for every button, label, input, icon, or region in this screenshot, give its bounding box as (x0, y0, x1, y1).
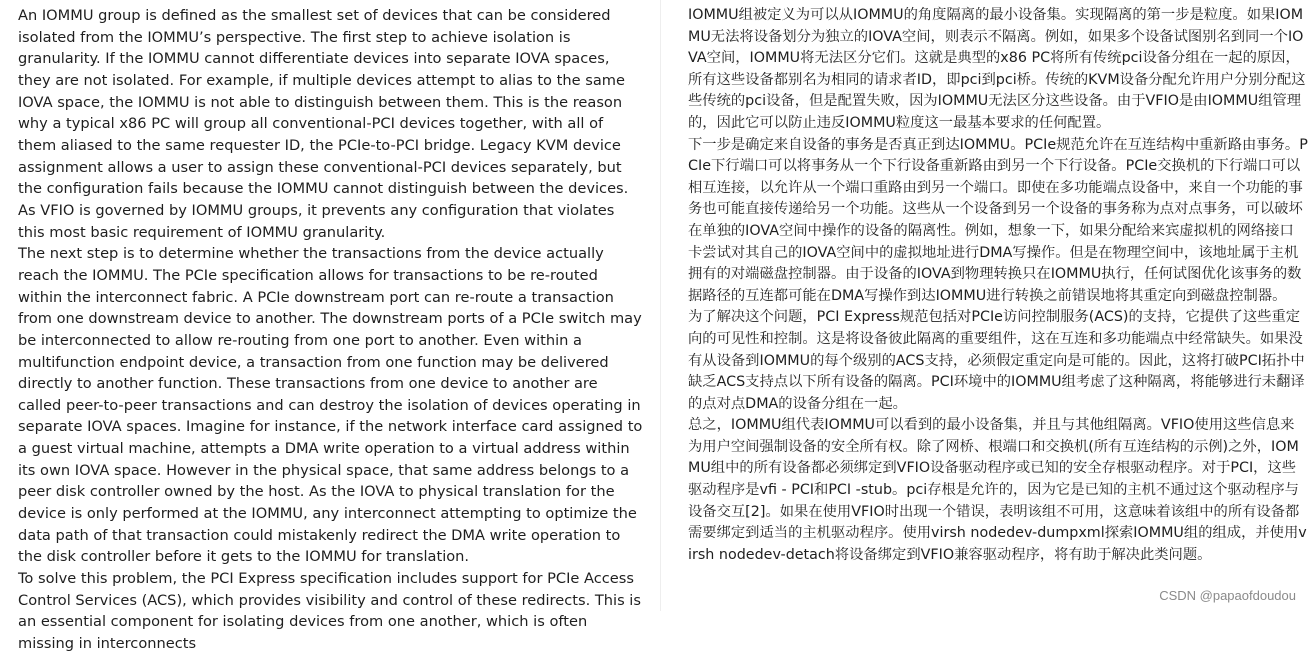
chinese-paragraph-2: 下一步是确定来自设备的事务是否真正到达IOMMU。PCIe规范允许在互连结构中重新路由事务。PCIe下行端口可以将事务从一个下行设备重新路由到另一个下行设备。PCIe交换机的下行端口可以相互连接，以允许从一个端口重路由到另一个端口。即使在多功能端点设备中，来自一个功能的事务也可能直接传递给另一个功能。这些从一个设备到另一个设备的事务称为点对点事务，可以破坏在单独的IOVA空间中操作的设备的隔离性。例如，想象一下，如果分配给来宾虚拟机的网络接口卡尝试对其自己的IOVA空间中的虚拟地址进行DMA写操作。但是在物理空间中，该地址属于主机拥有的对端磁盘控制器。由于设备的IOVA到物理转换只在IOMMU执行，任何试图优化该事务的数据路径的互连都可能在DMA写操作到达IOMMU进行转换之前错误地将其重定向到磁盘控制器。 (688, 136, 1308, 304)
english-paragraph-2: The next step is to determine whether the transactions from the device actually reach the IOMMU. The PCIe specification allows for transactions to be re-routed within the interconnect fabric. A PCIe downstream port can re-route a transaction from one downstream device to another. The downstream ports of a PCIe switch may be interconnected to allow re-routing from one port to another. Even within a multifunction endpoint device, a transaction from one function may be delivered directly to another function. These transactions from one device to another are called peer-to-peer transactions and can destroy the isolation of devices operating in separate IOVA spaces. Imagine for instance, if the network interface card assigned to a guest virtual machine, attempts a DMA write operation to a virtual address within its own IOVA space. However in the physical space, that same address belongs to a peer disk controller owned by the host. As the IOVA to physical translation for the device is only performed at the IOMMU, any interconnect attempting to optimize the data path of that transaction could mistakenly redirect the DMA write operation to the disk controller before it gets to the IOMMU for translation. (18, 245, 643, 566)
column-divider (660, 0, 661, 611)
english-text-column (18, 5, 643, 653)
chinese-paragraph-1: IOMMU组被定义为可以从IOMMU的角度隔离的最小设备集。实现隔离的第一步是粒度。如果IOMMU无法将设备划分为独立的IOVA空间，则表示不隔离。例如，如果多个设备试图别名到同一个IOVA空间，IOMMU将无法区分它们。这就是典型的x86 PC将所有传统pci设备分组在一起的原因，所有这些设备都别名为相同的请求者ID，即pci到pci桥。传统的KVM设备分配允许用户分别分配这些传统的pci设备，但是配置失败，因为IOMMU无法区分这些设备。由于VFIO是由IOMMU组管理的，因此它可以防止违反IOMMU粒度这一最基本要求的任何配置。 (688, 7, 1306, 131)
english-paragraph-3: To solve this problem, the PCI Express specification includes support for PCIe Access Control Services (ACS), which provides visibility and control of these redirects. This is an essential component for isolating devices from one another, which is often missing in interconnects (18, 570, 641, 653)
csdn-watermark: CSDN @papaofdoudou (1159, 588, 1296, 603)
chinese-paragraph-4: 总之，IOMMU组代表IOMMU可以看到的最小设备集，并且与其他组隔离。VFIO使用这些信息来为用户空间强制设备的安全所有权。除了网桥、根端口和交换机(所有互连结构的示例)之外，IOMMU组中的所有设备都必须绑定到VFIO设备驱动程序或已知的安全存根驱动程序。对于PCI，这些驱动程序是vfi - PCI和PCI -stub。pci存根是允许的，因为它是已知的主机不通过这个驱动程序与设备交互[2]。如果在使用VFIO时出现一个错误，表明该组不可用，这意味着该组中的所有设备都需要绑定到适当的主机驱动程序。使用virsh nodedev-dumpxml探索IOMMU组的组成，并使用virsh nodedev-detach将设备绑定到VFIO兼容驱动程序，将有助于解决此类问题。 (688, 417, 1307, 563)
chinese-paragraph-3: 为了解决这个问题，PCI Express规范包括对PCIe访问控制服务(ACS)的支持，它提供了这些重定向的可见性和控制。这是将设备彼此隔离的重要组件，这在互连和多功能端点中经常缺失。如果没有从设备到IOMMU的每个级别的ACS支持，必须假定重定向是可能的。因此，这将打破PCI拓扑中缺乏ACS支持点以下所有设备的隔离。PCI环境中的IOMMU组考虑了这种隔离，将能够进行未翻译的点对点DMA的设备分组在一起。 (688, 309, 1305, 412)
chinese-text-column (688, 5, 1308, 595)
english-paragraph-1: An IOMMU group is defined as the smallest set of devices that can be considered isolated from the IOMMU’s perspective. The first step to achieve isolation is granularity. If the IOMMU cannot differentiate devices into separate IOVA spaces, they are not isolated. For example, if multiple devices attempt to alias to the same IOVA space, the IOMMU is not able to distinguish between them. This is the reason why a typical x86 PC will group all conventional-PCI devices together, with all of them aliased to the same requester ID, the PCIe-to-PCI bridge. Legacy KVM device assignment allows a user to assign these conventional-PCI devices separately, but the configuration fails because the IOMMU cannot distinguish between the devices. As VFIO is governed by IOMMU groups, it prevents any configuration that violates this most basic requirement of IOMMU granularity. (18, 7, 629, 241)
